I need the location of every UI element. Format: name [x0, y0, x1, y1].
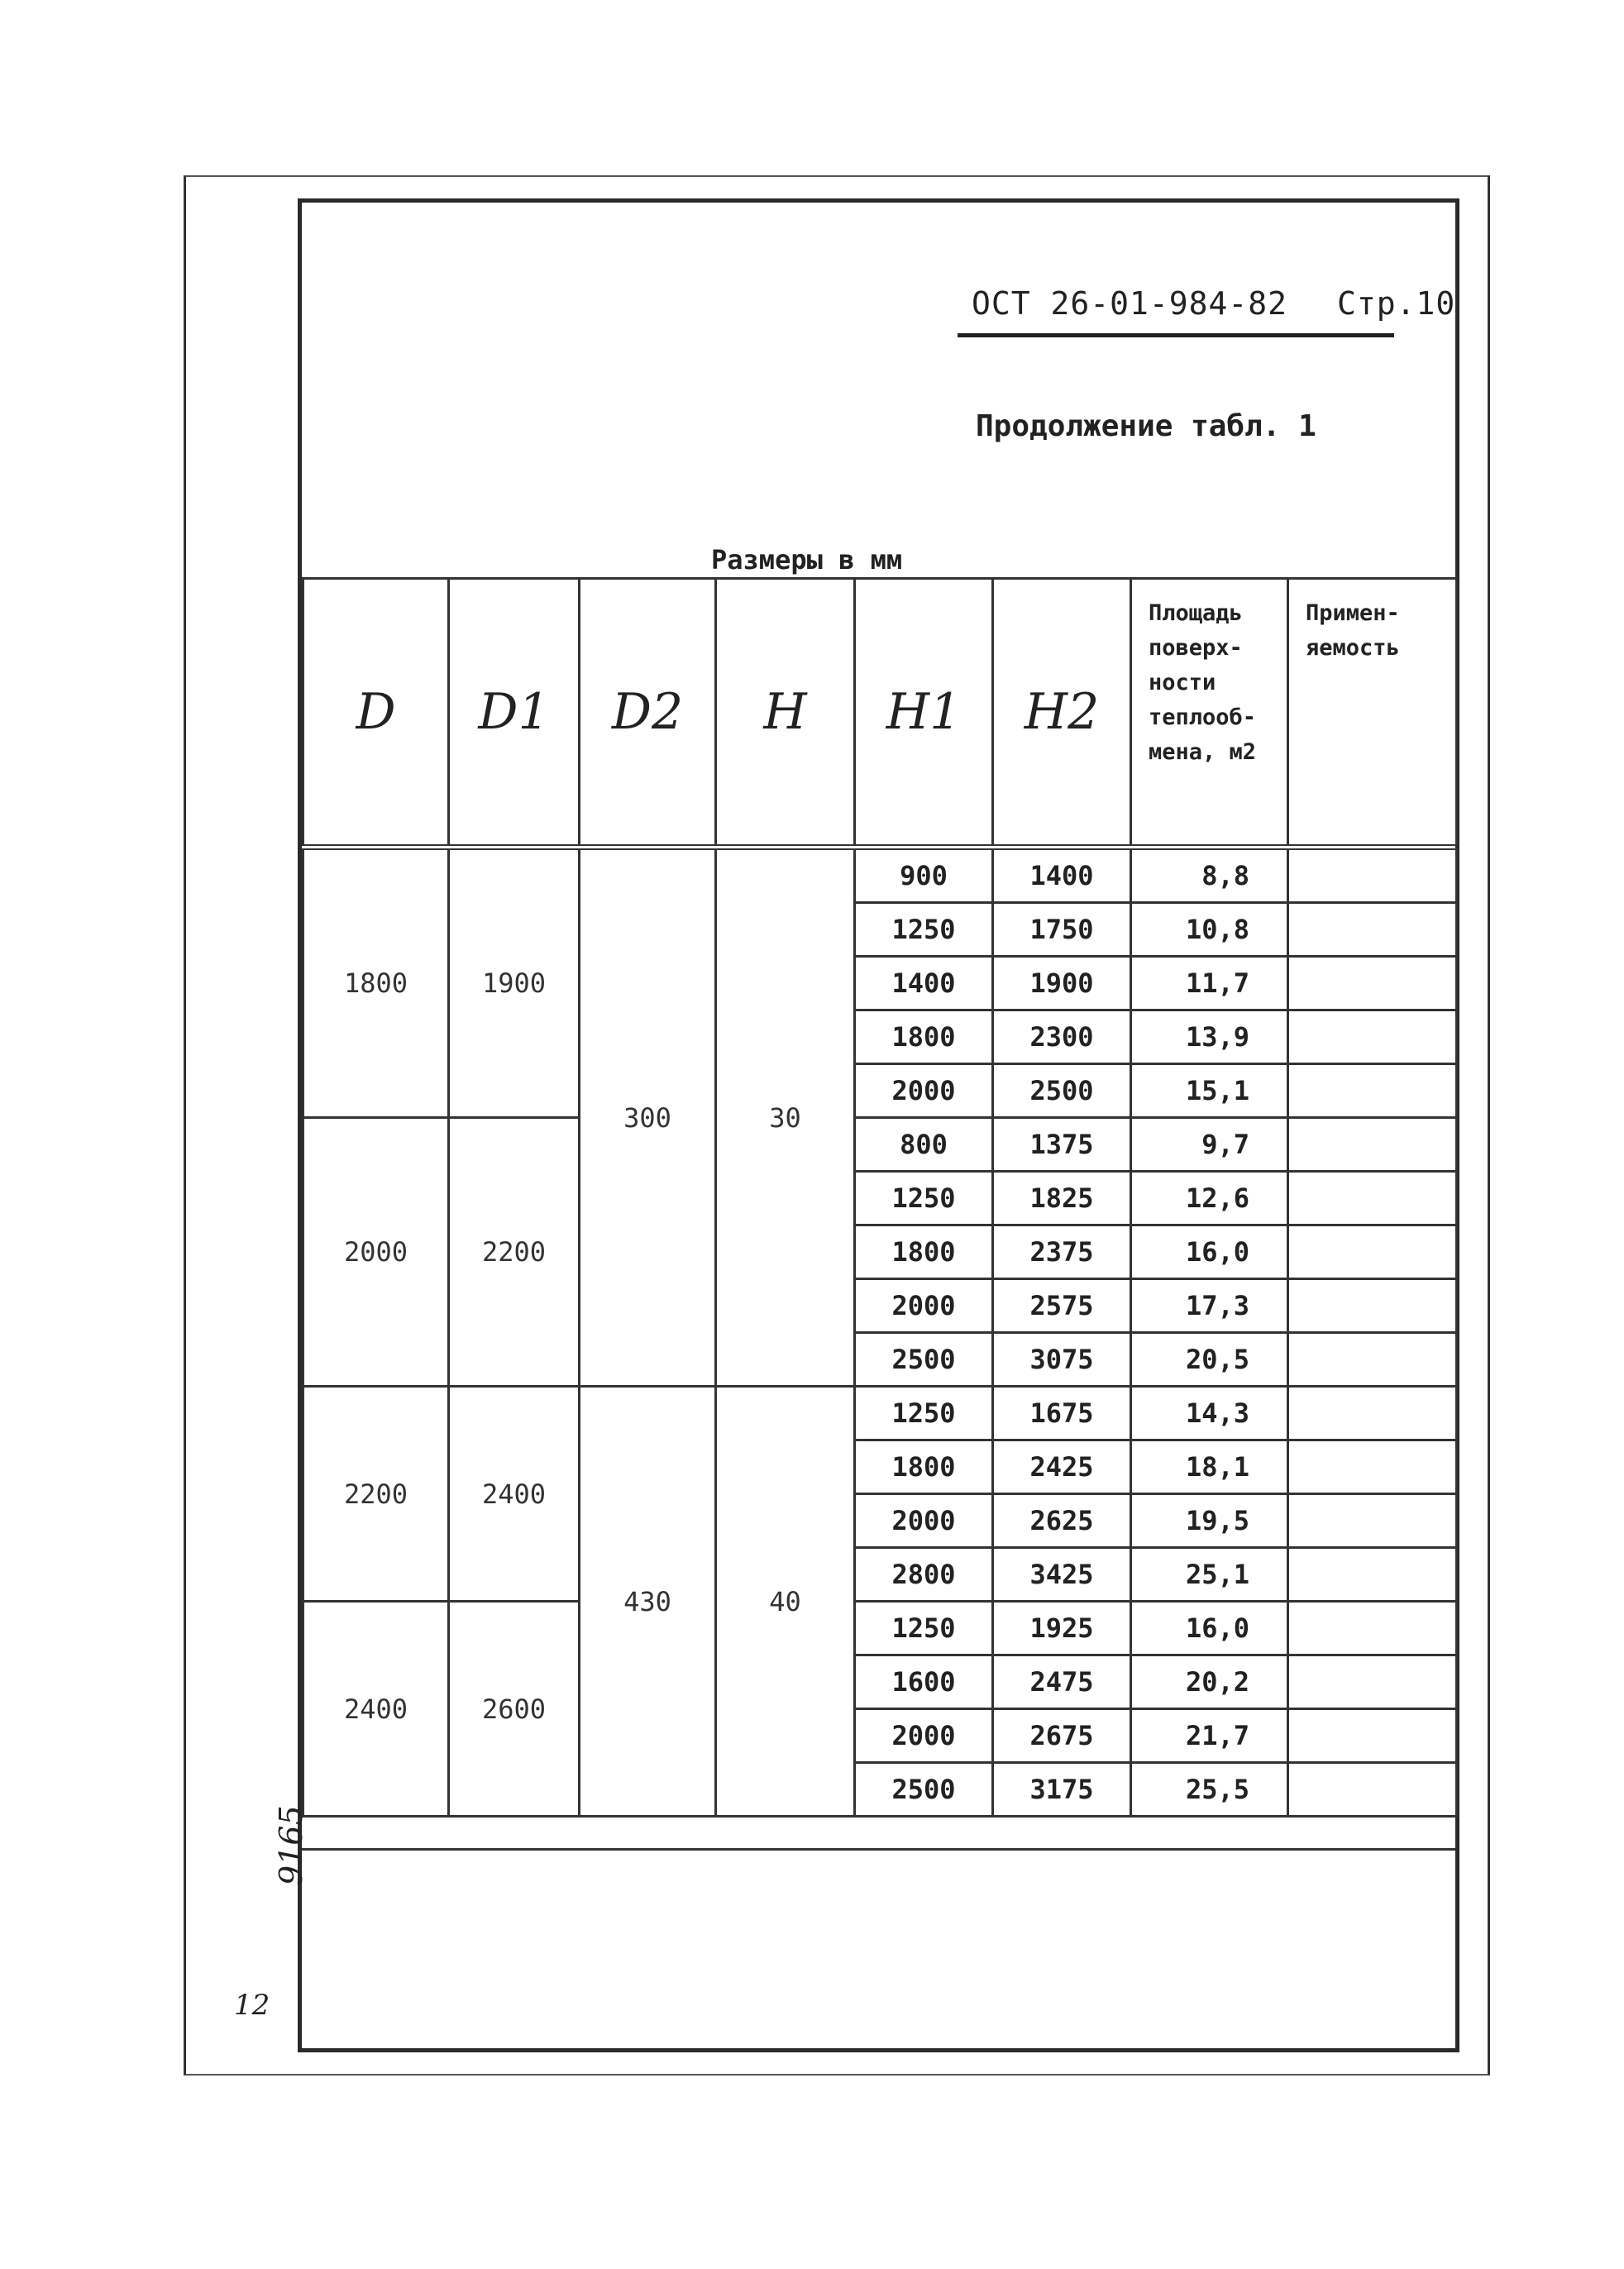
cell-h1: 2000: [855, 1064, 993, 1118]
cell-area: 20,5: [1131, 1333, 1288, 1387]
cell-applicability: [1288, 1010, 1457, 1064]
cell-applicability: [1288, 1172, 1457, 1225]
cell-h2: 2475: [993, 1655, 1131, 1709]
cell-area: 19,5: [1131, 1494, 1288, 1548]
cell-h2: 2375: [993, 1225, 1131, 1279]
cell-h2: 2575: [993, 1279, 1131, 1333]
cell-area: 11,7: [1131, 957, 1288, 1010]
cell-h1: 1800: [855, 1225, 993, 1279]
cell-applicability: [1288, 1225, 1457, 1279]
col-header-d: D: [303, 579, 449, 848]
cell-area: 15,1: [1131, 1064, 1288, 1118]
col-header-area: Площадь поверх-ности теплооб-мена, м2: [1131, 579, 1288, 848]
cell-d: 2200: [303, 1387, 449, 1602]
col-header-h1: H1: [855, 579, 993, 848]
cell-h1: 800: [855, 1118, 993, 1172]
cell-h2: 2625: [993, 1494, 1131, 1548]
standard-number: ОСТ 26-01-984-82: [972, 285, 1288, 322]
cell-d1: 2600: [449, 1602, 580, 1817]
col-header-d2: D2: [580, 579, 716, 848]
cell-h1: 1600: [855, 1655, 993, 1709]
document-code: [972, 285, 1455, 322]
cell-applicability: [1288, 1118, 1457, 1172]
cell-h1: 1400: [855, 957, 993, 1010]
cell-area: 13,9: [1131, 1010, 1288, 1064]
cell-h1: 2500: [855, 1763, 993, 1817]
cell-area: 17,3: [1131, 1279, 1288, 1333]
cell-h2: 1675: [993, 1387, 1131, 1440]
cell-h2: 1925: [993, 1602, 1131, 1655]
sheet-number: 12: [234, 1989, 270, 2022]
cell-d2: 300: [580, 848, 716, 1387]
cell-h1: 2500: [855, 1333, 993, 1387]
cell-applicability: [1288, 1333, 1457, 1387]
table-body: [303, 848, 1457, 1817]
page-number: Стр.10: [1337, 285, 1456, 322]
units-caption: Размеры в мм: [711, 544, 903, 576]
cell-area: 20,2: [1131, 1655, 1288, 1709]
cell-area: 16,0: [1131, 1602, 1288, 1655]
cell-h2: 2425: [993, 1440, 1131, 1494]
cell-applicability: [1288, 1440, 1457, 1494]
cell-h1: 900: [855, 848, 993, 903]
table-row: [303, 1602, 1457, 1655]
col-header-applicability: Примен-яемость: [1288, 579, 1457, 848]
cell-d1: 2200: [449, 1118, 580, 1387]
cell-h2: 3425: [993, 1548, 1131, 1602]
cell-area: 10,8: [1131, 903, 1288, 957]
cell-h1: 2000: [855, 1279, 993, 1333]
cell-area: 25,5: [1131, 1763, 1288, 1817]
cell-h2: 1825: [993, 1172, 1131, 1225]
cell-d: 2400: [303, 1602, 449, 1817]
cell-applicability: [1288, 1387, 1457, 1440]
cell-h2: 1400: [993, 848, 1131, 903]
cell-applicability: [1288, 903, 1457, 957]
cell-h1: 1250: [855, 1172, 993, 1225]
cell-h1: 2000: [855, 1494, 993, 1548]
cell-area: 14,3: [1131, 1387, 1288, 1440]
cell-applicability: [1288, 1548, 1457, 1602]
cell-area: 12,6: [1131, 1172, 1288, 1225]
table-row: [303, 1387, 1457, 1440]
cell-h2: 3175: [993, 1763, 1131, 1817]
cell-h: 30: [716, 848, 855, 1387]
cell-area: 16,0: [1131, 1225, 1288, 1279]
table-bottom-line: [302, 1848, 1455, 1851]
cell-h2: 1750: [993, 903, 1131, 957]
cell-d: 1800: [303, 848, 449, 1118]
header-underline: [958, 333, 1394, 337]
cell-applicability: [1288, 848, 1457, 903]
table-continuation-title: Продолжение табл. 1: [976, 409, 1316, 443]
col-header-h2: H2: [993, 579, 1131, 848]
cell-d1: 2400: [449, 1387, 580, 1602]
cell-applicability: [1288, 1763, 1457, 1817]
cell-applicability: [1288, 1709, 1457, 1763]
cell-area: 21,7: [1131, 1709, 1288, 1763]
cell-applicability: [1288, 1602, 1457, 1655]
cell-h2: 2300: [993, 1010, 1131, 1064]
cell-area: 9,7: [1131, 1118, 1288, 1172]
col-header-h: H: [716, 579, 855, 848]
cell-applicability: [1288, 1655, 1457, 1709]
cell-applicability: [1288, 1494, 1457, 1548]
dimensions-table-wrap: [302, 577, 1455, 1818]
cell-area: 18,1: [1131, 1440, 1288, 1494]
cell-area: 8,8: [1131, 848, 1288, 903]
col-header-d1: D1: [449, 579, 580, 848]
cell-h1: 1800: [855, 1010, 993, 1064]
cell-h2: 1900: [993, 957, 1131, 1010]
table-row: [303, 1118, 1457, 1172]
cell-applicability: [1288, 1064, 1457, 1118]
cell-h1: 1250: [855, 903, 993, 957]
cell-h1: 1800: [855, 1440, 993, 1494]
cell-h2: 2675: [993, 1709, 1131, 1763]
cell-h1: 2000: [855, 1709, 993, 1763]
cell-applicability: [1288, 957, 1457, 1010]
cell-h1: 1250: [855, 1387, 993, 1440]
cell-d1: 1900: [449, 848, 580, 1118]
cell-h2: 2500: [993, 1064, 1131, 1118]
dimensions-table: [302, 577, 1458, 1818]
cell-h2: 1375: [993, 1118, 1131, 1172]
cell-applicability: [1288, 1279, 1457, 1333]
cell-area: 25,1: [1131, 1548, 1288, 1602]
cell-d2: 430: [580, 1387, 716, 1817]
cell-h1: 1250: [855, 1602, 993, 1655]
table-row: [303, 848, 1457, 903]
cell-h: 40: [716, 1387, 855, 1817]
table-header-row: [303, 579, 1457, 848]
archive-number: 9165: [273, 1805, 309, 1885]
cell-d: 2000: [303, 1118, 449, 1387]
cell-h1: 2800: [855, 1548, 993, 1602]
cell-h2: 3075: [993, 1333, 1131, 1387]
